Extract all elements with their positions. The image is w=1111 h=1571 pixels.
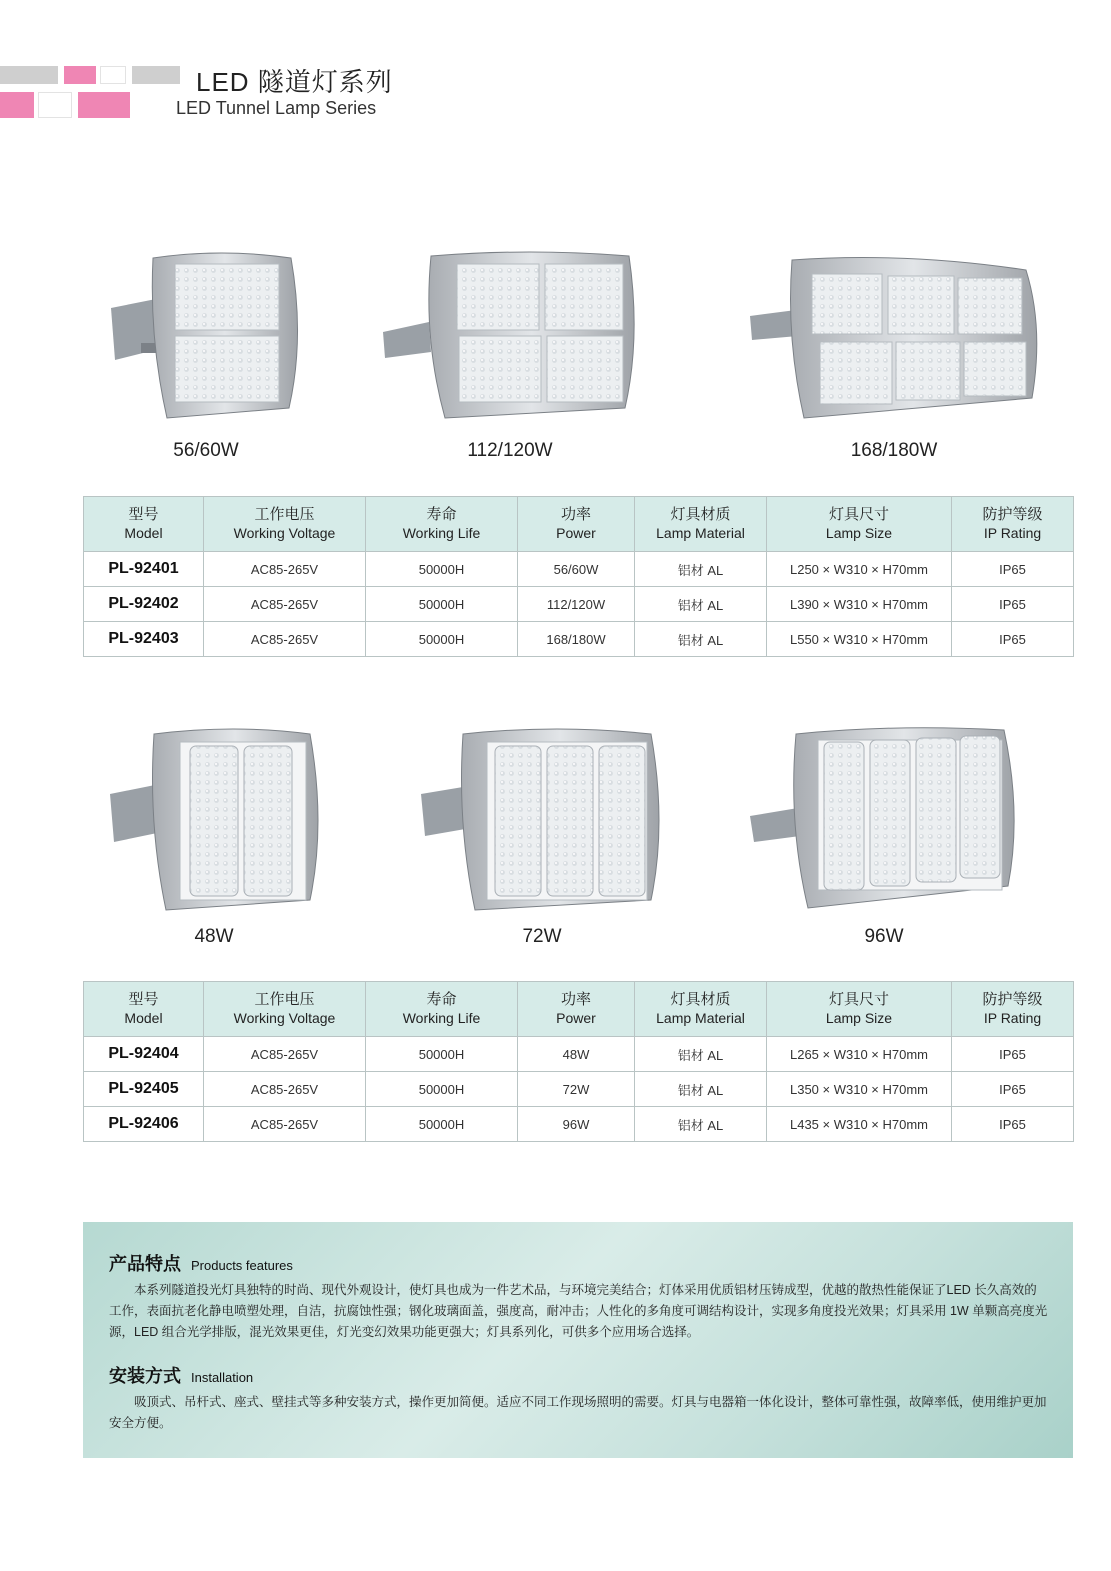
lamp-image bbox=[379, 248, 641, 428]
cell-voltage: AC85-265V bbox=[204, 587, 366, 622]
product-96w bbox=[744, 724, 1024, 948]
features-title-en: Products features bbox=[191, 1258, 293, 1273]
page-subtitle: LED Tunnel Lamp Series bbox=[176, 98, 377, 118]
features-title-cn: 产品特点 bbox=[109, 1254, 181, 1275]
white-block bbox=[38, 92, 72, 118]
cell-ip: IP65 bbox=[952, 587, 1074, 622]
cell-model: PL-92406 bbox=[84, 1107, 204, 1142]
cell-voltage: AC85-265V bbox=[204, 622, 366, 657]
cell-power: 72W bbox=[518, 1072, 635, 1107]
table-header-row bbox=[84, 497, 1074, 552]
header-size: 灯具尺寸 Lamp Size bbox=[767, 497, 952, 552]
cell-size: L435 × W310 × H70mm bbox=[767, 1107, 952, 1142]
cell-power: 96W bbox=[518, 1107, 635, 1142]
product-72w bbox=[414, 724, 670, 948]
cell-power: 48W bbox=[518, 1037, 635, 1072]
cell-model: PL-92405 bbox=[84, 1072, 204, 1107]
table-row bbox=[84, 1037, 1074, 1072]
cell-life: 50000H bbox=[366, 1072, 518, 1107]
header-voltage: 工作电压 Working Voltage bbox=[204, 982, 366, 1037]
cell-model: PL-92404 bbox=[84, 1037, 204, 1072]
cell-material: 铝材 AL bbox=[635, 587, 767, 622]
cell-life: 50000H bbox=[366, 587, 518, 622]
cell-life: 50000H bbox=[366, 1107, 518, 1142]
header-power: 功率 Power bbox=[518, 982, 635, 1037]
cell-life: 50000H bbox=[366, 622, 518, 657]
cell-power: 112/120W bbox=[518, 587, 635, 622]
table-row bbox=[84, 552, 1074, 587]
pink-block bbox=[78, 92, 130, 118]
installation-title-cn: 安装方式 bbox=[109, 1366, 181, 1387]
table-row bbox=[84, 622, 1074, 657]
header-life: 寿命 Working Life bbox=[366, 982, 518, 1037]
lamp-image bbox=[104, 724, 324, 914]
cell-size: L550 × W310 × H70mm bbox=[767, 622, 952, 657]
gray-block bbox=[0, 66, 58, 84]
cell-ip: IP65 bbox=[952, 1072, 1074, 1107]
cell-size: L250 × W310 × H70mm bbox=[767, 552, 952, 587]
header-color-blocks bbox=[0, 60, 190, 120]
lamp-image bbox=[417, 724, 667, 914]
cell-size: L350 × W310 × H70mm bbox=[767, 1072, 952, 1107]
installation-heading bbox=[109, 1362, 253, 1388]
cell-voltage: AC85-265V bbox=[204, 552, 366, 587]
cell-power: 56/60W bbox=[518, 552, 635, 587]
product-caption: 168/180W bbox=[850, 440, 938, 461]
header-ip: 防护等级 IP Rating bbox=[952, 497, 1074, 552]
header-model: 型号 Model bbox=[84, 982, 204, 1037]
cell-ip: IP65 bbox=[952, 552, 1074, 587]
cell-model: PL-92401 bbox=[84, 552, 204, 587]
cell-model: PL-92403 bbox=[84, 622, 204, 657]
cell-voltage: AC85-265V bbox=[204, 1072, 366, 1107]
header-model: 型号 Model bbox=[84, 497, 204, 552]
product-112-120w bbox=[376, 248, 644, 462]
header-ip: 防护等级 IP Rating bbox=[952, 982, 1074, 1037]
spec-table-2 bbox=[83, 981, 1074, 1142]
features-text: 本系列隧道投光灯具独特的时尚、现代外观设计，使灯具也成为一件艺术品，与环境完美结合；灯体采用优质铝材压铸成型，优越的散热性能保证了LED 长久高效的工作，表面抗老化静电喷塑处理，自洁，抗腐蚀性强；钢化玻璃面盖，强度高，耐冲击；人性化的多角度可调结构设计，实现多角度投光效果；灯具采用 1W 单颗高亮度光源，LED 组合光学排版，混光效果更佳，灯光变幻效果功能更强大；灯具系列化，可供多个应用场合选择。 bbox=[109, 1283, 1048, 1339]
product-48w bbox=[104, 724, 324, 948]
cell-material: 铝材 AL bbox=[635, 1072, 767, 1107]
installation-text: 吸顶式、吊杆式、座式、壁挂式等多种安装方式，操作更加简便。适应不同工作现场照明的需要。灯具与电器箱一体化设计，整体可靠性强，故障率低，使用维护更加安全方便。 bbox=[109, 1395, 1047, 1430]
cell-material: 铝材 AL bbox=[635, 622, 767, 657]
product-caption: 112/120W bbox=[467, 440, 553, 461]
product-caption: 72W bbox=[522, 926, 562, 947]
cell-voltage: AC85-265V bbox=[204, 1107, 366, 1142]
page-title: LED 隧道灯系列 bbox=[196, 67, 393, 97]
lamp-image bbox=[101, 248, 311, 428]
spec-table-1 bbox=[83, 496, 1074, 657]
features-panel bbox=[83, 1222, 1073, 1458]
product-caption: 48W bbox=[194, 926, 234, 947]
cell-size: L390 × W310 × H70mm bbox=[767, 587, 952, 622]
cell-voltage: AC85-265V bbox=[204, 1037, 366, 1072]
cell-ip: IP65 bbox=[952, 622, 1074, 657]
product-168-180w bbox=[744, 248, 1044, 462]
cell-life: 50000H bbox=[366, 1037, 518, 1072]
pink-block bbox=[0, 92, 34, 118]
product-caption: 56/60W bbox=[173, 440, 239, 461]
table-header-row bbox=[84, 982, 1074, 1037]
installation-title-en: Installation bbox=[191, 1370, 254, 1385]
product-caption: 96W bbox=[864, 926, 904, 947]
cell-size: L265 × W310 × H70mm bbox=[767, 1037, 952, 1072]
cell-material: 铝材 AL bbox=[635, 1037, 767, 1072]
header-voltage: 工作电压 Working Voltage bbox=[204, 497, 366, 552]
cell-ip: IP65 bbox=[952, 1037, 1074, 1072]
table-row bbox=[84, 1072, 1074, 1107]
header-material: 灯具材质 Lamp Material bbox=[635, 982, 767, 1037]
table-row bbox=[84, 1107, 1074, 1142]
header-life: 寿命 Working Life bbox=[366, 497, 518, 552]
header-size: 灯具尺寸 Lamp Size bbox=[767, 982, 952, 1037]
cell-ip: IP65 bbox=[952, 1107, 1074, 1142]
features-heading bbox=[109, 1250, 293, 1276]
header-power: 功率 Power bbox=[518, 497, 635, 552]
cell-material: 铝材 AL bbox=[635, 552, 767, 587]
cell-life: 50000H bbox=[366, 552, 518, 587]
header-material: 灯具材质 Lamp Material bbox=[635, 497, 767, 552]
white-block bbox=[100, 66, 126, 84]
product-56-60w bbox=[96, 248, 316, 462]
pink-block bbox=[64, 66, 96, 84]
cell-power: 168/180W bbox=[518, 622, 635, 657]
table-row bbox=[84, 587, 1074, 622]
gray-block bbox=[132, 66, 180, 84]
lamp-image bbox=[746, 248, 1042, 428]
cell-model: PL-92402 bbox=[84, 587, 204, 622]
lamp-image bbox=[746, 724, 1022, 914]
cell-material: 铝材 AL bbox=[635, 1107, 767, 1142]
